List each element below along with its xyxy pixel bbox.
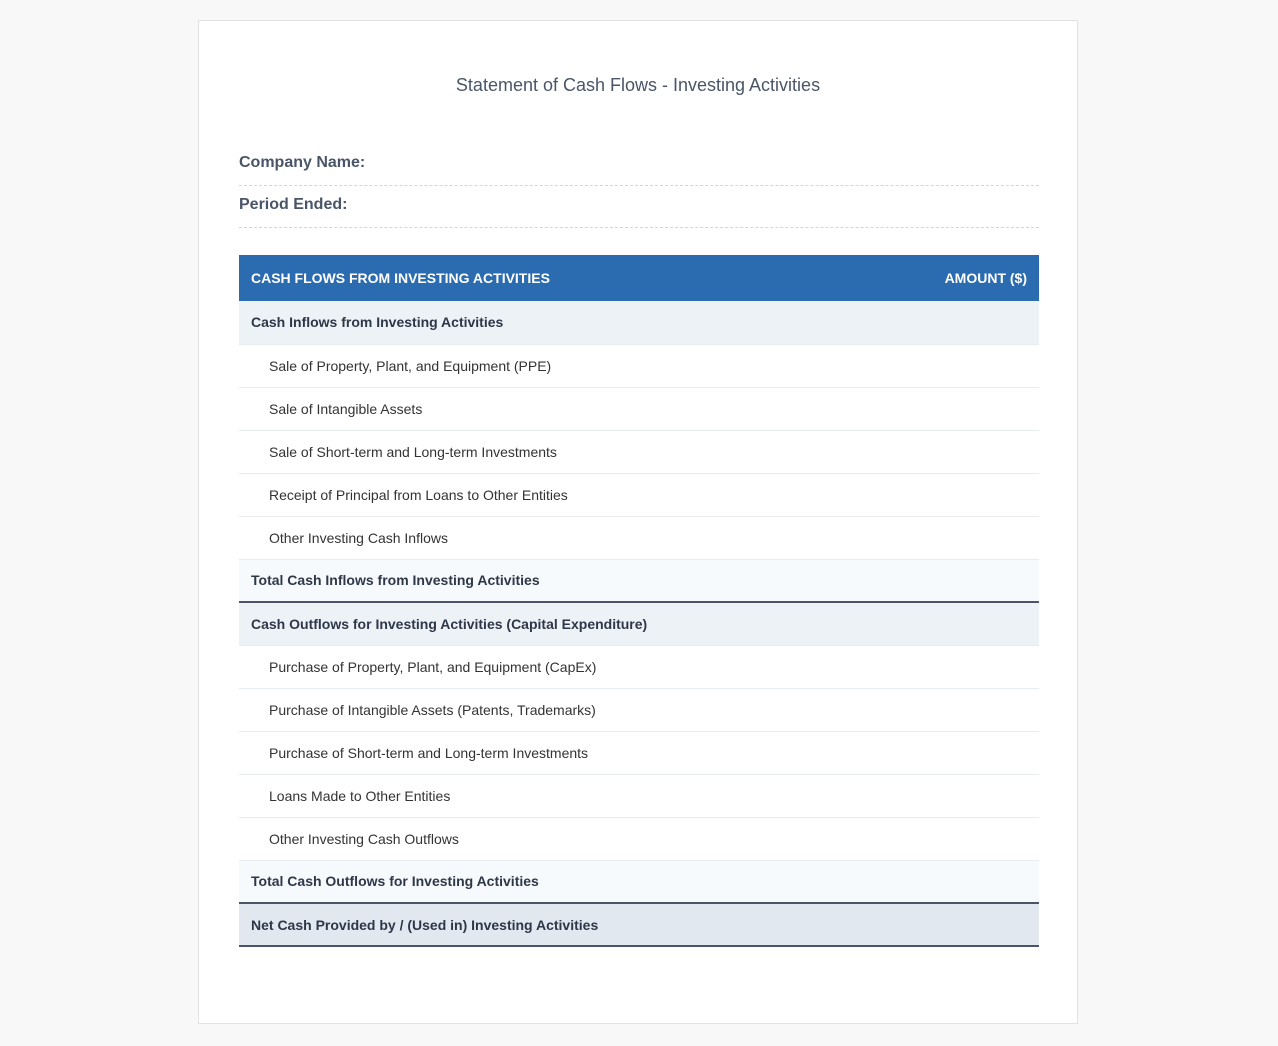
net-cash-row xyxy=(239,903,1039,946)
line-item-amount[interactable] xyxy=(839,645,1039,688)
period-ended-label: Period Ended: xyxy=(239,196,348,213)
inflows-section-label: Cash Inflows from Investing Activities xyxy=(239,301,1039,344)
line-item-amount[interactable] xyxy=(839,688,1039,731)
outflows-total-amount xyxy=(839,860,1039,903)
line-item-amount[interactable] xyxy=(839,387,1039,430)
outflows-total-label: Total Cash Outflows for Investing Activities xyxy=(239,860,839,903)
table-row xyxy=(239,473,1039,516)
net-cash-label: Net Cash Provided by / (Used in) Investing Activities xyxy=(239,903,839,946)
line-item-amount[interactable] xyxy=(839,344,1039,387)
column-header-amount: AMOUNT ($) xyxy=(839,255,1039,301)
line-item-label: Other Investing Cash Outflows xyxy=(239,817,839,860)
column-header-activities: CASH FLOWS FROM INVESTING ACTIVITIES xyxy=(239,255,839,301)
line-item-amount[interactable] xyxy=(839,731,1039,774)
table-row xyxy=(239,516,1039,559)
line-item-label: Sale of Intangible Assets xyxy=(239,387,839,430)
line-item-label: Loans Made to Other Entities xyxy=(239,774,839,817)
line-item-label: Purchase of Intangible Assets (Patents, Trademarks) xyxy=(239,688,839,731)
table-header-row xyxy=(239,255,1039,301)
outflows-total-row xyxy=(239,860,1039,903)
net-cash-amount xyxy=(839,903,1039,946)
line-item-amount[interactable] xyxy=(839,430,1039,473)
line-item-amount[interactable] xyxy=(839,817,1039,860)
line-item-amount[interactable] xyxy=(839,516,1039,559)
period-ended-row xyxy=(239,187,1039,228)
inflows-total-amount xyxy=(839,559,1039,602)
inflows-total-label: Total Cash Inflows from Investing Activities xyxy=(239,559,839,602)
statement-sheet xyxy=(198,20,1078,1024)
line-item-label: Sale of Short-term and Long-term Investments xyxy=(239,430,839,473)
inflows-total-row xyxy=(239,559,1039,602)
table-row xyxy=(239,731,1039,774)
line-item-amount[interactable] xyxy=(839,473,1039,516)
company-name-label: Company Name: xyxy=(239,154,366,171)
line-item-label: Sale of Property, Plant, and Equipment (PPE) xyxy=(239,344,839,387)
line-item-label: Receipt of Principal from Loans to Other Entities xyxy=(239,473,839,516)
line-item-label: Purchase of Property, Plant, and Equipment (CapEx) xyxy=(239,645,839,688)
table-row xyxy=(239,344,1039,387)
outflows-section-row xyxy=(239,602,1039,645)
page-title: Statement of Cash Flows - Investing Activities xyxy=(455,75,821,95)
table-row xyxy=(239,645,1039,688)
cash-flow-table xyxy=(239,255,1039,947)
table-row xyxy=(239,387,1039,430)
outflows-section-label: Cash Outflows for Investing Activities (Capital Expenditure) xyxy=(239,602,1039,645)
table-row xyxy=(239,688,1039,731)
inflows-section-row xyxy=(239,301,1039,344)
line-item-label: Purchase of Short-term and Long-term Investments xyxy=(239,731,839,774)
company-name-row xyxy=(239,145,1039,186)
table-row xyxy=(239,430,1039,473)
line-item-amount[interactable] xyxy=(839,774,1039,817)
table-row xyxy=(239,817,1039,860)
table-row xyxy=(239,774,1039,817)
line-item-label: Other Investing Cash Inflows xyxy=(239,516,839,559)
